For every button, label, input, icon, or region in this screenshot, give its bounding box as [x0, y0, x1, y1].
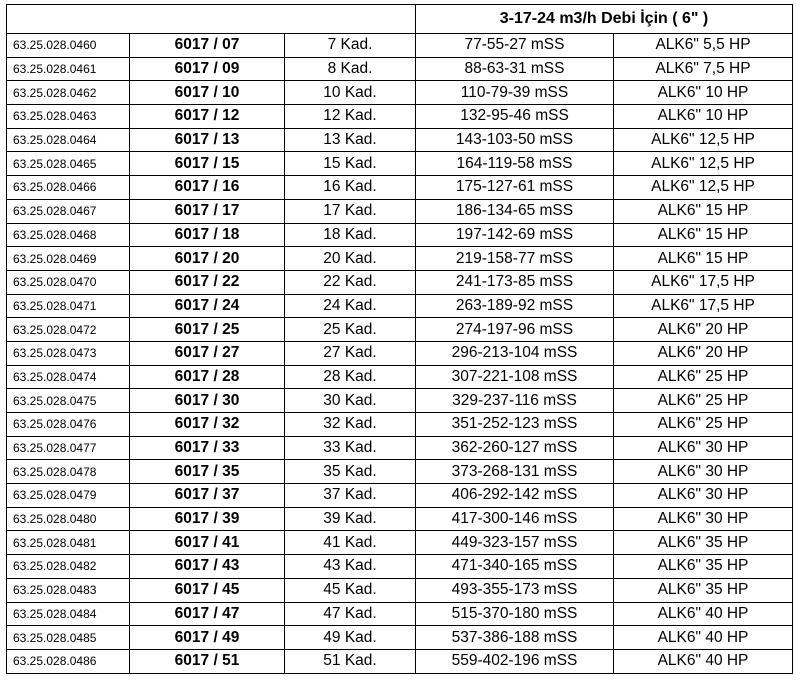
head-values-cell: 537-386-188 mSS [416, 626, 614, 650]
model-cell: 6017 / 25 [130, 318, 285, 342]
head-values-cell: 373-268-131 mSS [416, 460, 614, 484]
table-row [7, 57, 793, 81]
stage-count-cell: 35 Kad. [285, 460, 416, 484]
head-values-cell: 164-119-58 mSS [416, 152, 614, 176]
stage-count-cell: 33 Kad. [285, 436, 416, 460]
table-row [7, 389, 793, 413]
part-code-cell: 63.25.028.0465 [7, 152, 130, 176]
stage-count-cell: 30 Kad. [285, 389, 416, 413]
motor-cell: ALK6" 7,5 HP [614, 57, 793, 81]
model-cell: 6017 / 12 [130, 105, 285, 129]
head-values-cell: 274-197-96 mSS [416, 318, 614, 342]
table-row [7, 247, 793, 271]
motor-cell: ALK6" 17,5 HP [614, 294, 793, 318]
model-cell: 6017 / 37 [130, 484, 285, 508]
part-code-cell: 63.25.028.0461 [7, 57, 130, 81]
part-code-cell: 63.25.028.0471 [7, 294, 130, 318]
stage-count-cell: 27 Kad. [285, 341, 416, 365]
stage-count-cell: 49 Kad. [285, 626, 416, 650]
table-row [7, 484, 793, 508]
part-code-cell: 63.25.028.0466 [7, 176, 130, 200]
model-cell: 6017 / 18 [130, 223, 285, 247]
model-cell: 6017 / 45 [130, 578, 285, 602]
model-cell: 6017 / 35 [130, 460, 285, 484]
stage-count-cell: 45 Kad. [285, 578, 416, 602]
table-row [7, 602, 793, 626]
motor-cell: ALK6" 30 HP [614, 436, 793, 460]
table-row [7, 270, 793, 294]
motor-cell: ALK6" 15 HP [614, 247, 793, 271]
part-code-cell: 63.25.028.0460 [7, 34, 130, 58]
stage-count-cell: 16 Kad. [285, 176, 416, 200]
stage-count-cell: 28 Kad. [285, 365, 416, 389]
model-cell: 6017 / 24 [130, 294, 285, 318]
table-row [7, 626, 793, 650]
stage-count-cell: 37 Kad. [285, 484, 416, 508]
head-values-cell: 296-213-104 mSS [416, 341, 614, 365]
motor-cell: ALK6" 30 HP [614, 507, 793, 531]
head-values-cell: 241-173-85 mSS [416, 270, 614, 294]
motor-cell: ALK6" 17,5 HP [614, 270, 793, 294]
part-code-cell: 63.25.028.0462 [7, 81, 130, 105]
motor-cell: ALK6" 15 HP [614, 199, 793, 223]
motor-cell: ALK6" 35 HP [614, 578, 793, 602]
motor-cell: ALK6" 12,5 HP [614, 176, 793, 200]
model-cell: 6017 / 49 [130, 626, 285, 650]
stage-count-cell: 43 Kad. [285, 555, 416, 579]
head-values-cell: 77-55-27 mSS [416, 34, 614, 58]
pump-spec-table [6, 4, 793, 674]
table-row [7, 152, 793, 176]
part-code-cell: 63.25.028.0463 [7, 105, 130, 129]
part-code-cell: 63.25.028.0485 [7, 626, 130, 650]
part-code-cell: 63.25.028.0473 [7, 341, 130, 365]
model-cell: 6017 / 07 [130, 34, 285, 58]
table-row [7, 318, 793, 342]
part-code-cell: 63.25.028.0464 [7, 128, 130, 152]
motor-cell: ALK6" 30 HP [614, 460, 793, 484]
motor-cell: ALK6" 12,5 HP [614, 152, 793, 176]
part-code-cell: 63.25.028.0477 [7, 436, 130, 460]
stage-count-cell: 20 Kad. [285, 247, 416, 271]
table-row [7, 105, 793, 129]
table-row [7, 199, 793, 223]
part-code-cell: 63.25.028.0482 [7, 555, 130, 579]
table-row [7, 341, 793, 365]
stage-count-cell: 8 Kad. [285, 57, 416, 81]
stage-count-cell: 12 Kad. [285, 105, 416, 129]
head-values-cell: 307-221-108 mSS [416, 365, 614, 389]
head-values-cell: 559-402-196 mSS [416, 649, 614, 673]
header-blank-cell [7, 5, 416, 34]
stage-count-cell: 15 Kad. [285, 152, 416, 176]
table-row [7, 578, 793, 602]
part-code-cell: 63.25.028.0475 [7, 389, 130, 413]
part-code-cell: 63.25.028.0469 [7, 247, 130, 271]
table-row [7, 555, 793, 579]
part-code-cell: 63.25.028.0480 [7, 507, 130, 531]
model-cell: 6017 / 17 [130, 199, 285, 223]
motor-cell: ALK6" 20 HP [614, 318, 793, 342]
model-cell: 6017 / 30 [130, 389, 285, 413]
model-cell: 6017 / 22 [130, 270, 285, 294]
motor-cell: ALK6" 40 HP [614, 602, 793, 626]
part-code-cell: 63.25.028.0483 [7, 578, 130, 602]
motor-cell: ALK6" 30 HP [614, 484, 793, 508]
motor-cell: ALK6" 25 HP [614, 389, 793, 413]
table-row [7, 128, 793, 152]
head-values-cell: 351-252-123 mSS [416, 413, 614, 437]
table-header-row [7, 5, 793, 34]
stage-count-cell: 51 Kad. [285, 649, 416, 673]
model-cell: 6017 / 27 [130, 341, 285, 365]
head-values-cell: 449-323-157 mSS [416, 531, 614, 555]
head-values-cell: 515-370-180 mSS [416, 602, 614, 626]
table-row [7, 507, 793, 531]
part-code-cell: 63.25.028.0474 [7, 365, 130, 389]
model-cell: 6017 / 28 [130, 365, 285, 389]
head-values-cell: 493-355-173 mSS [416, 578, 614, 602]
motor-cell: ALK6" 25 HP [614, 413, 793, 437]
part-code-cell: 63.25.028.0478 [7, 460, 130, 484]
table-row [7, 223, 793, 247]
part-code-cell: 63.25.028.0472 [7, 318, 130, 342]
head-values-cell: 471-340-165 mSS [416, 555, 614, 579]
table-row [7, 176, 793, 200]
stage-count-cell: 7 Kad. [285, 34, 416, 58]
head-values-cell: 175-127-61 mSS [416, 176, 614, 200]
model-cell: 6017 / 20 [130, 247, 285, 271]
stage-count-cell: 13 Kad. [285, 128, 416, 152]
model-cell: 6017 / 41 [130, 531, 285, 555]
motor-cell: ALK6" 10 HP [614, 105, 793, 129]
table-row [7, 436, 793, 460]
model-cell: 6017 / 33 [130, 436, 285, 460]
head-values-cell: 417-300-146 mSS [416, 507, 614, 531]
motor-cell: ALK6" 25 HP [614, 365, 793, 389]
motor-cell: ALK6" 40 HP [614, 626, 793, 650]
model-cell: 6017 / 32 [130, 413, 285, 437]
head-values-cell: 406-292-142 mSS [416, 484, 614, 508]
stage-count-cell: 25 Kad. [285, 318, 416, 342]
part-code-cell: 63.25.028.0468 [7, 223, 130, 247]
model-cell: 6017 / 10 [130, 81, 285, 105]
stage-count-cell: 24 Kad. [285, 294, 416, 318]
head-values-cell: 197-142-69 mSS [416, 223, 614, 247]
motor-cell: ALK6" 15 HP [614, 223, 793, 247]
stage-count-cell: 39 Kad. [285, 507, 416, 531]
model-cell: 6017 / 15 [130, 152, 285, 176]
head-values-cell: 362-260-127 mSS [416, 436, 614, 460]
model-cell: 6017 / 16 [130, 176, 285, 200]
stage-count-cell: 32 Kad. [285, 413, 416, 437]
head-values-cell: 219-158-77 mSS [416, 247, 614, 271]
motor-cell: ALK6" 20 HP [614, 341, 793, 365]
head-values-cell: 329-237-116 mSS [416, 389, 614, 413]
table-row [7, 531, 793, 555]
stage-count-cell: 47 Kad. [285, 602, 416, 626]
head-values-cell: 263-189-92 mSS [416, 294, 614, 318]
table-row [7, 81, 793, 105]
stage-count-cell: 10 Kad. [285, 81, 416, 105]
part-code-cell: 63.25.028.0484 [7, 602, 130, 626]
head-values-cell: 186-134-65 mSS [416, 199, 614, 223]
table-title: 3-17-24 m3/h Debi İçin ( 6" ) [416, 5, 793, 34]
table-row [7, 413, 793, 437]
motor-cell: ALK6" 40 HP [614, 649, 793, 673]
motor-cell: ALK6" 5,5 HP [614, 34, 793, 58]
head-values-cell: 110-79-39 mSS [416, 81, 614, 105]
table-row [7, 294, 793, 318]
stage-count-cell: 17 Kad. [285, 199, 416, 223]
table-row [7, 365, 793, 389]
motor-cell: ALK6" 35 HP [614, 555, 793, 579]
part-code-cell: 63.25.028.0486 [7, 649, 130, 673]
table-row [7, 34, 793, 58]
motor-cell: ALK6" 35 HP [614, 531, 793, 555]
model-cell: 6017 / 39 [130, 507, 285, 531]
head-values-cell: 143-103-50 mSS [416, 128, 614, 152]
part-code-cell: 63.25.028.0479 [7, 484, 130, 508]
part-code-cell: 63.25.028.0470 [7, 270, 130, 294]
head-values-cell: 88-63-31 mSS [416, 57, 614, 81]
table-row [7, 649, 793, 673]
model-cell: 6017 / 47 [130, 602, 285, 626]
table-row [7, 460, 793, 484]
stage-count-cell: 22 Kad. [285, 270, 416, 294]
stage-count-cell: 41 Kad. [285, 531, 416, 555]
motor-cell: ALK6" 12,5 HP [614, 128, 793, 152]
model-cell: 6017 / 09 [130, 57, 285, 81]
part-code-cell: 63.25.028.0476 [7, 413, 130, 437]
part-code-cell: 63.25.028.0481 [7, 531, 130, 555]
model-cell: 6017 / 43 [130, 555, 285, 579]
head-values-cell: 132-95-46 mSS [416, 105, 614, 129]
stage-count-cell: 18 Kad. [285, 223, 416, 247]
model-cell: 6017 / 51 [130, 649, 285, 673]
part-code-cell: 63.25.028.0467 [7, 199, 130, 223]
motor-cell: ALK6" 10 HP [614, 81, 793, 105]
model-cell: 6017 / 13 [130, 128, 285, 152]
table-body [7, 5, 793, 674]
